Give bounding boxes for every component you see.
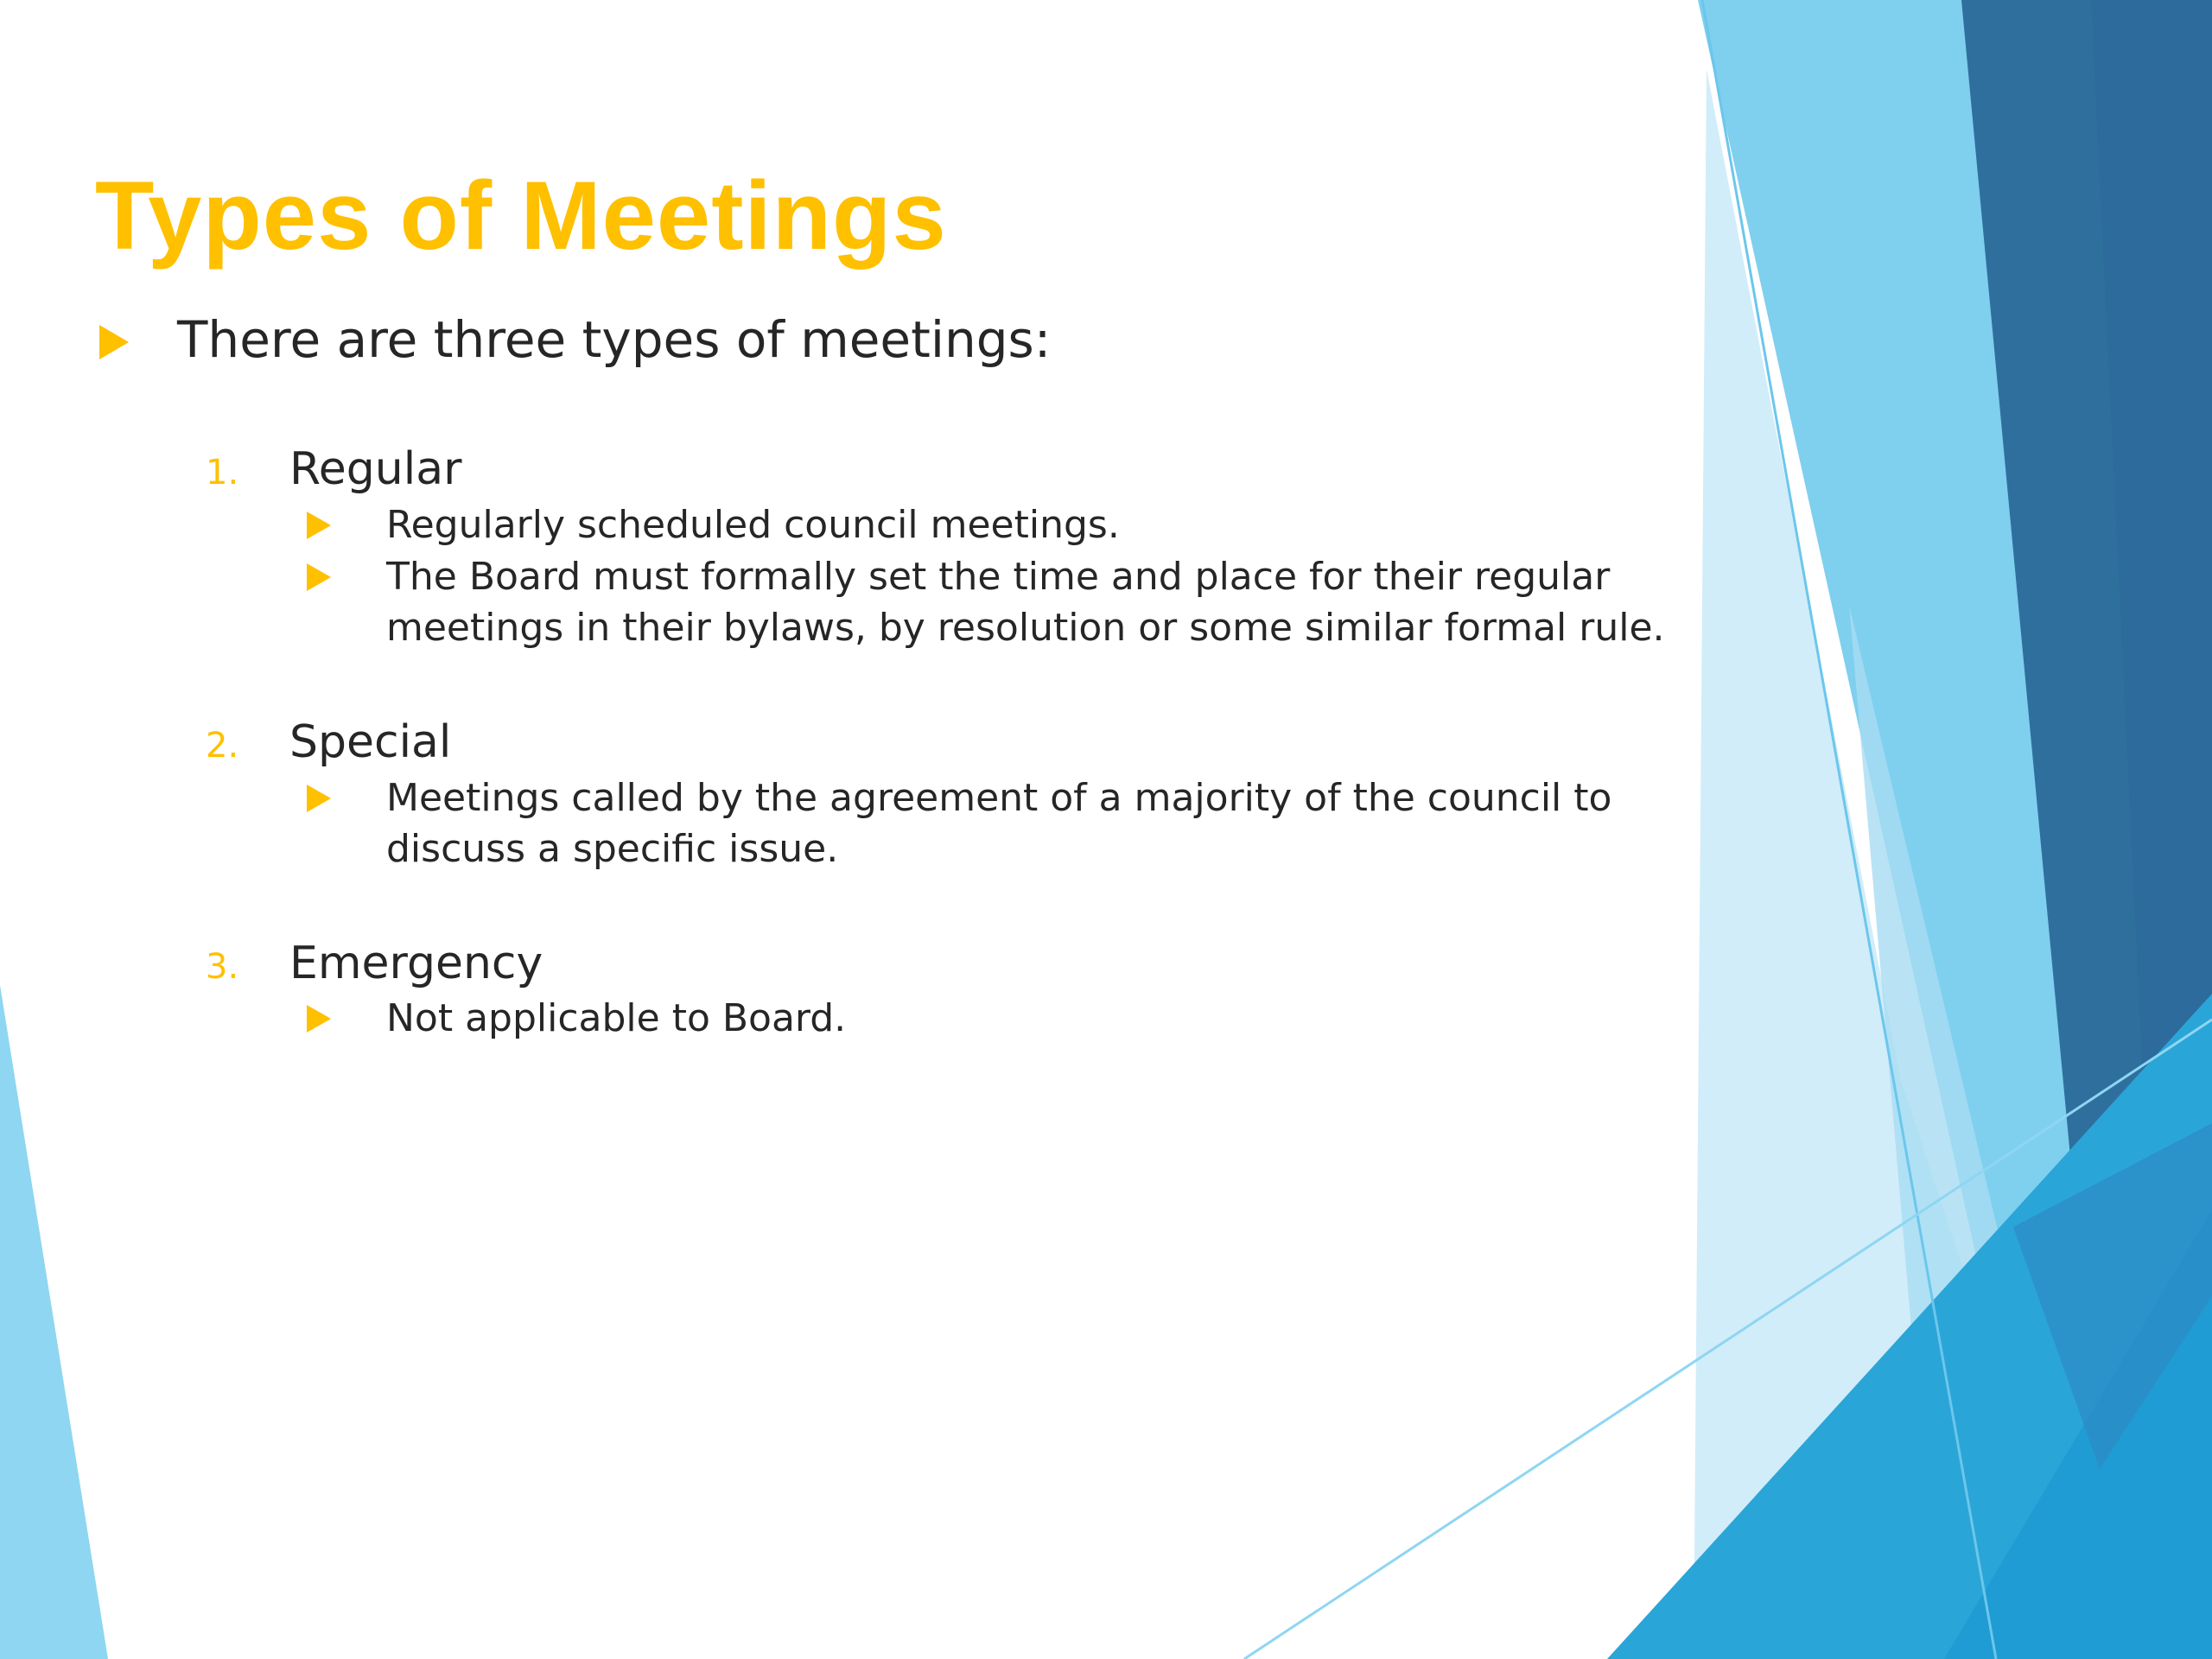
item-heading-special: Special: [289, 716, 452, 768]
item-heading-regular: Regular: [289, 443, 462, 495]
slide-title: Types of Meetings: [95, 162, 947, 270]
bullet-triangle-icon: [307, 512, 331, 539]
bullet-triangle-icon: [99, 325, 129, 359]
sub-bullet-text: Not applicable to Board.: [386, 996, 847, 1040]
sub-bullet-text: Meetings called by the agreement of a majority of the council to: [386, 776, 1612, 820]
left-sliver-shape: [0, 985, 108, 1659]
sub-bullet-text: The Board must formally set the time and place for their regular: [386, 555, 1611, 599]
bullet-triangle-icon: [307, 563, 331, 591]
bullet-triangle-icon: [307, 1005, 331, 1033]
item-heading-emergency: Emergency: [289, 938, 543, 989]
item-number: 3.: [206, 947, 239, 987]
sub-bullet-text: Regularly scheduled council meetings.: [386, 503, 1120, 547]
sub-bullet-text-continued: discuss a specific issue.: [386, 827, 839, 871]
item-number: 1.: [206, 453, 239, 493]
intro-text: There are three types of meetings:: [177, 310, 1052, 369]
item-number: 2.: [206, 726, 239, 766]
bullet-triangle-icon: [307, 785, 331, 812]
sub-bullet-text-continued: meetings in their bylaws, by resolution or some similar formal rule.: [386, 606, 1665, 650]
